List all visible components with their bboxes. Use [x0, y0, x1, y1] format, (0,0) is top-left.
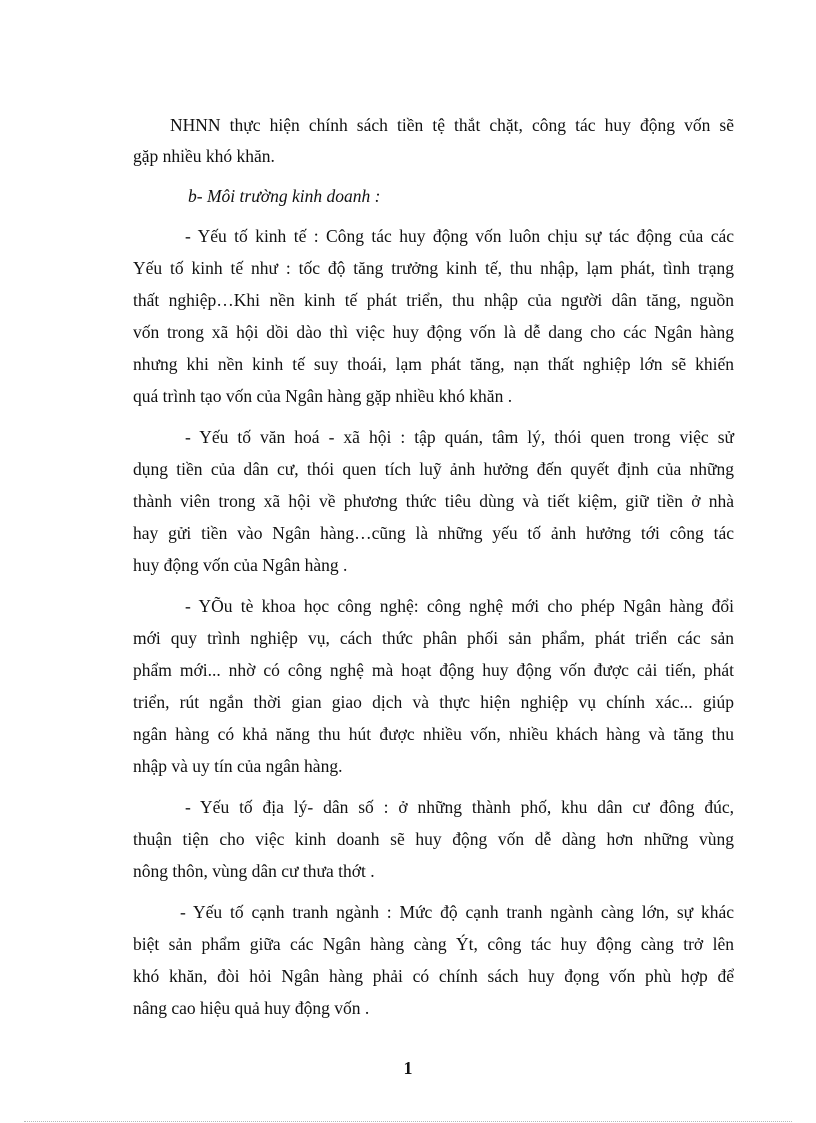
paragraph-line: thuận tiện cho việc kinh doanh sẽ huy động vốn dễ dàng hơn những vùng: [133, 829, 734, 849]
paragraph-line: vốn trong xã hội dồi dào thì việc huy động vốn là dễ dang cho các Ngân hàng: [133, 322, 734, 342]
paragraph-line: gặp nhiều khó khăn.: [133, 146, 275, 166]
paragraph-line: huy động vốn của Ngân hàng .: [133, 555, 348, 575]
paragraph-line: nhập và uy tín của ngân hàng.: [133, 756, 343, 776]
page-number: 1: [403, 1058, 413, 1078]
paragraph-line: - Yếu tố văn hoá - xã hội : tập quán, tâm lý, thói quen trong việc sử: [185, 427, 734, 447]
section-heading: b- Môi trường kinh doanh :: [188, 186, 381, 206]
paragraph-line: nhưng khi nền kinh tế suy thoái, lạm phát tăng, nạn thất nghiệp lớn sẽ khiến: [133, 354, 734, 374]
paragraph-line: khó khăn, đòi hỏi Ngân hàng phải có chính sách huy đọng vốn phù hợp để: [133, 966, 734, 986]
page-bottom-divider: [24, 1121, 792, 1122]
paragraph-line: dụng tiền của dân cư, thói quen tích luỹ ảnh hưởng đến quyết định của những: [133, 459, 734, 479]
paragraph-line: quá trình tạo vốn của Ngân hàng gặp nhiều khó khăn .: [133, 386, 513, 406]
paragraph-line: - Yếu tố địa lý- dân số : ở những thành phố, khu dân cư đông đúc,: [185, 797, 734, 817]
paragraph-line: thất nghiệp…Khi nền kinh tế phát triển, thu nhập của người dân tăng, nguồn: [133, 290, 734, 310]
paragraph-line: mới quy trình nghiệp vụ, cách thức phân phối sản phẩm, phát triển các sản: [133, 628, 734, 648]
paragraph-line: nông thôn, vùng dân cư thưa thớt .: [133, 861, 375, 881]
paragraph-line: triển, rút ngắn thời gian giao dịch và thực hiện nghiệp vụ chính xác... giúp: [133, 692, 734, 712]
paragraph-line: biệt sản phẩm giữa các Ngân hàng càng Ýt, công tác huy động càng trở lên: [133, 934, 734, 954]
paragraph-line: - YÕu tè khoa học công nghệ: công nghệ mới cho phép Ngân hàng đổi: [185, 596, 734, 616]
paragraph-line: ngân hàng có khả năng thu hút được nhiều vốn, nhiều khách hàng và tăng thu: [133, 724, 734, 744]
paragraph-line: phẩm mới... nhờ có công nghệ mà hoạt động huy động vốn được cải tiến, phát: [133, 660, 734, 680]
paragraph-line: - Yếu tố kinh tế : Công tác huy động vốn luôn chịu sự tác động của các: [185, 226, 734, 246]
paragraph-line: hay gửi tiền vào Ngân hàng…cũng là những yếu tố ảnh hưởng tới công tác: [133, 523, 734, 543]
paragraph-line: Yếu tố kinh tế như : tốc độ tăng trưởng kinh tế, thu nhập, lạm phát, tình trạng: [133, 258, 734, 278]
paragraph-line: thành viên trong xã hội về phương thức tiêu dùng và tiết kiệm, giữ tiền ở nhà: [133, 491, 734, 511]
paragraph-line: nâng cao hiệu quả huy động vốn .: [133, 998, 370, 1018]
paragraph-line: - Yếu tố cạnh tranh ngành : Mức độ cạnh tranh ngành càng lớn, sự khác: [180, 902, 734, 922]
paragraph-line: NHNN thực hiện chính sách tiền tệ thắt chặt, công tác huy động vốn sẽ: [170, 115, 734, 135]
